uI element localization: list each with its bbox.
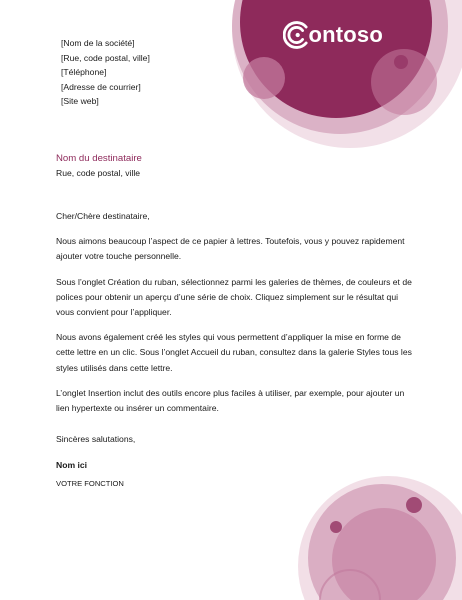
wifi-c-icon — [283, 19, 311, 51]
recipient-name: Nom du destinataire — [56, 153, 142, 164]
sender-company: [Nom de la société] — [61, 38, 135, 48]
recipient-address: Rue, code postal, ville — [56, 168, 141, 178]
sender-website: [Site web] — [61, 96, 99, 106]
top-small-circle — [394, 55, 408, 69]
company-logo — [283, 16, 383, 54]
sender-address: [Rue, code postal, ville] — [61, 52, 150, 63]
sender-phone: [Téléphone] — [61, 67, 107, 77]
closing: Sincères salutations, — [56, 434, 136, 445]
bottom-dot-top — [406, 497, 422, 513]
greeting: Cher/Chère destinataire, — [56, 211, 150, 221]
bottom-dot-left — [330, 521, 342, 533]
paragraph-3: Nous avons également créé les styles qui vous permettent d’appliquer la mise en forme de cette lettre en un clic. Sous l’onglet Accueil du ruban, consultez dans la galerie Styles tous les styles utilisés dans cette lettre. — [56, 332, 412, 373]
paragraph-2: Sous l’onglet Création du ruban, sélectionnez parmi les galeries de thèmes, de couleurs et de polices pour obtenir un aperçu d’une série de choix. Cliquez simplement sur le résultat qui vous convient pour l’appliquer. — [56, 276, 412, 318]
top-ring-left — [243, 57, 285, 99]
signer-name: Nom ici — [56, 460, 88, 470]
paragraph-4: L’onglet Insertion inclut des outils encore plus faciles à utiliser, par exemple, pour ajouter un lien hypertexte ou insérer un commentaire. — [56, 387, 405, 414]
logo-text: ontoso — [308, 22, 383, 47]
letter-body — [56, 209, 412, 457]
sender-block — [61, 36, 150, 109]
sender-email: [Adresse de courrier] — [61, 81, 141, 92]
signer-title: VOTRE FONCTION — [56, 479, 124, 488]
paragraph-1: Nous aimons beaucoup l’aspect de ce papier à lettres. Toutefois, vous y pouvez rapidement ajouter votre touche personnelle. — [56, 236, 405, 262]
